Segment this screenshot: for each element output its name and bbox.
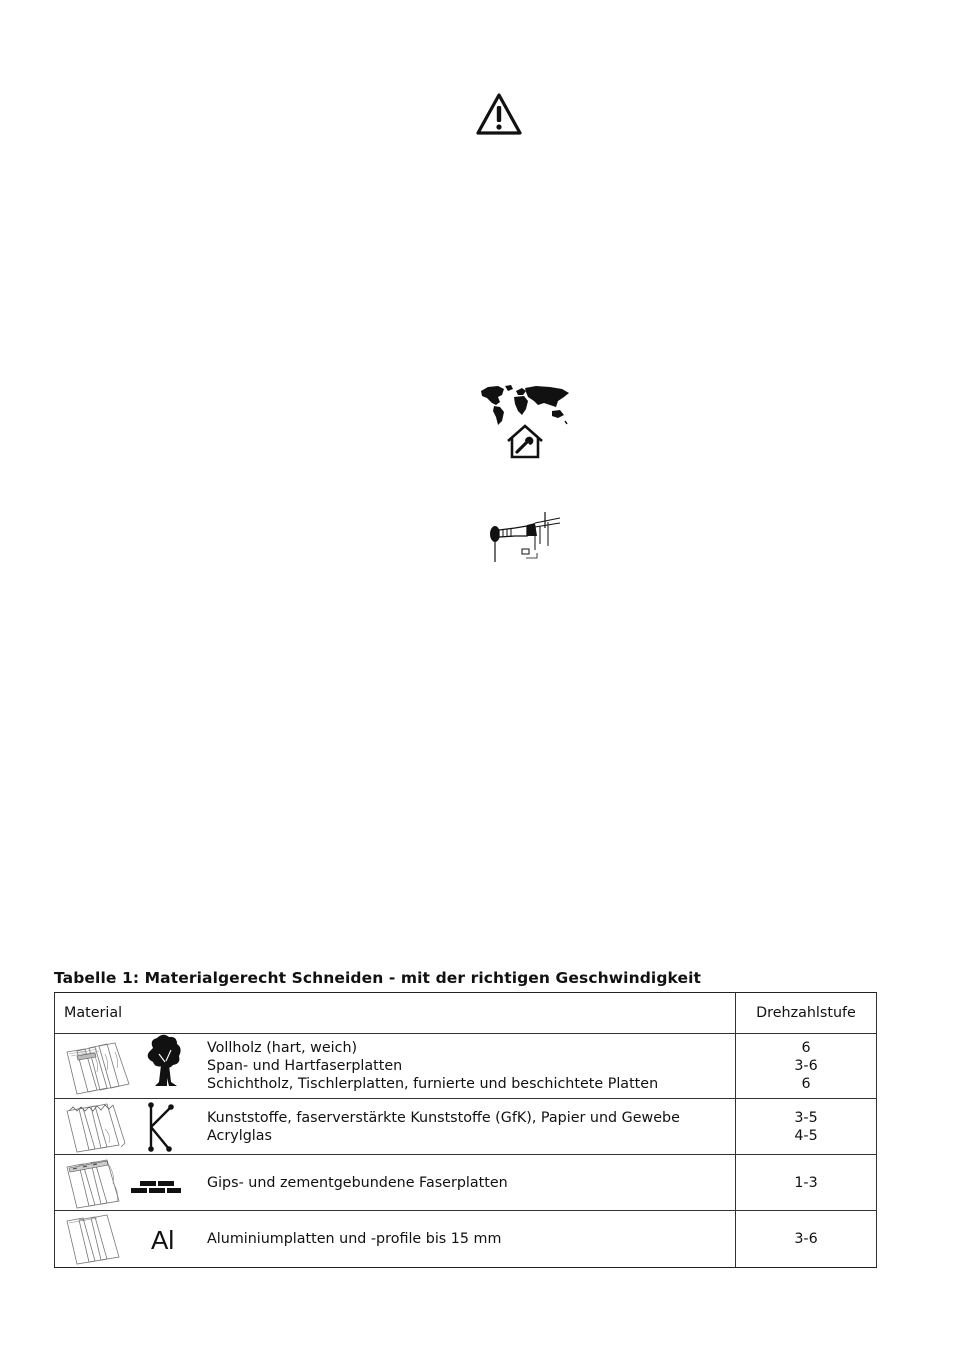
material-name: Aluminiumplatten und -profile bis 15 mm bbox=[207, 1231, 502, 1247]
speed-value: 3-5 bbox=[794, 1109, 818, 1126]
speed-value: 6 bbox=[801, 1040, 811, 1056]
header-material: Material bbox=[55, 993, 736, 1034]
material-name: Span- und Hartfaserplatten bbox=[207, 1058, 403, 1074]
material-name: Kunststoffe, faserverstärkte Kunststoffe (GfK), Papier und Gewebe bbox=[207, 1109, 680, 1126]
header-speed-level: Drehzahlstufe bbox=[736, 993, 877, 1034]
aluminium-sheets-icon bbox=[55, 1211, 135, 1267]
speed-value: 4-5 bbox=[794, 1127, 818, 1144]
speed-value: 3-6 bbox=[794, 1058, 818, 1074]
aluminium-symbol: Al bbox=[151, 1225, 175, 1255]
jigsaw-blade-diagram-icon bbox=[487, 506, 565, 564]
table-row bbox=[55, 1155, 877, 1211]
table-title: Tabelle 1: Materialgerecht Schneiden - mit der richtigen Geschwindigkeit bbox=[54, 969, 702, 987]
material-name: Vollholz (hart, weich) bbox=[207, 1040, 358, 1056]
material-name: Schichtholz, Tischlerplatten, furnierte und beschichtete Platten bbox=[207, 1076, 659, 1092]
speed-value: 6 bbox=[801, 1076, 811, 1092]
material-name: Gips- und zementgebundene Faserplatten bbox=[207, 1174, 508, 1191]
table-row bbox=[55, 1099, 877, 1155]
speed-value: 1-3 bbox=[794, 1174, 818, 1191]
plastic-boards-molecule-icon bbox=[55, 1099, 195, 1154]
material-speed-table bbox=[54, 992, 877, 1268]
table-row bbox=[55, 1034, 877, 1099]
gypsum-boards-brick-icon bbox=[55, 1155, 195, 1210]
speed-value: 3-6 bbox=[794, 1231, 818, 1247]
wood-boards-tree-icon bbox=[55, 1034, 195, 1098]
worldwide-service-icon bbox=[478, 383, 572, 459]
table-header-row bbox=[55, 993, 877, 1034]
table-row bbox=[55, 1211, 877, 1268]
warning-icon bbox=[475, 92, 523, 136]
material-name: Acrylglas bbox=[207, 1127, 272, 1144]
